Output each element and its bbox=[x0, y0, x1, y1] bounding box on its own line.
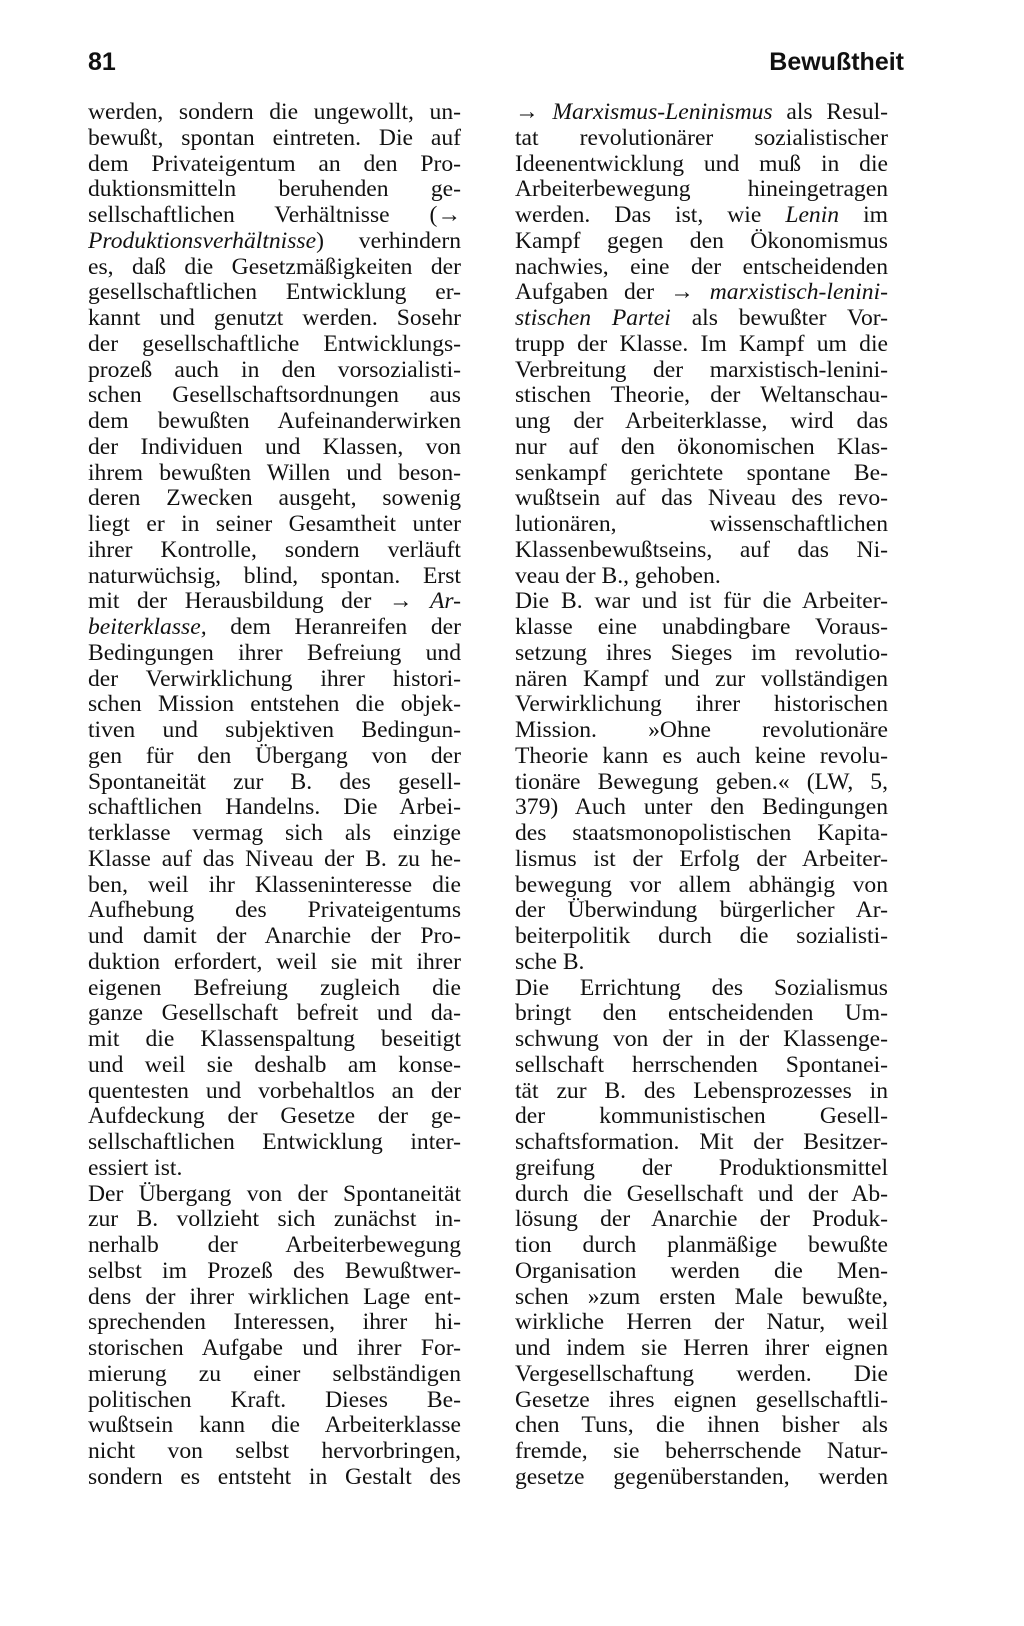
line-text: ben, weil ihr Klasseninteresse die bbox=[88, 872, 461, 898]
line-text: senkampf gerichtete spontane Be- bbox=[515, 460, 888, 486]
text-line bbox=[515, 306, 888, 332]
text-line bbox=[515, 1130, 888, 1156]
line-text: dem Heranreifen der bbox=[206, 615, 461, 640]
text-line bbox=[515, 1182, 888, 1208]
line-text: schen Gesellschaftsordnungen aus bbox=[88, 383, 461, 409]
text-line bbox=[515, 512, 888, 538]
line-text: chen Tuns, die ihnen bisher als bbox=[515, 1413, 888, 1439]
line-text: gen für den Übergang von der bbox=[88, 743, 461, 769]
line-text: gesetze gegenüberstanden, werden bbox=[515, 1464, 888, 1490]
text-line bbox=[88, 280, 461, 306]
text-line bbox=[515, 1465, 888, 1491]
line-text: stischen Theorie, der Weltanschau- bbox=[515, 383, 888, 409]
text-line bbox=[88, 538, 461, 564]
line-text: nerhalb der Arbeiterbewegung bbox=[88, 1233, 461, 1258]
line-text: trupp der Klasse. Im Kampf um die bbox=[515, 331, 888, 357]
text-line bbox=[88, 255, 461, 281]
line-text: liegt er in seiner Gesamtheit unter bbox=[88, 512, 461, 537]
line-text: als bewußter Vor- bbox=[670, 306, 888, 331]
text-line bbox=[515, 177, 888, 203]
line-text: nur auf den ökonomischen Klas- bbox=[515, 434, 888, 460]
text-line bbox=[88, 203, 461, 229]
line-text: und damit der Anarchie der Pro- bbox=[88, 924, 461, 949]
text-line bbox=[88, 177, 461, 203]
text-line bbox=[88, 589, 461, 615]
text-line bbox=[88, 1156, 461, 1182]
line-text: sellschaftlichen Verhältnisse (→ bbox=[88, 203, 461, 228]
text-line bbox=[88, 1259, 461, 1285]
text-line bbox=[515, 615, 888, 641]
line-text: klasse eine unabdingbare Voraus- bbox=[515, 615, 888, 640]
text-line bbox=[515, 1079, 888, 1105]
line-text: dem bewußten Aufeinanderwirken bbox=[88, 409, 461, 434]
text-line bbox=[515, 1053, 888, 1079]
text-line bbox=[88, 718, 461, 744]
line-text: und weil sie deshalb am konse- bbox=[88, 1052, 461, 1078]
line-text: sondern es entsteht in Gestalt des bbox=[88, 1464, 461, 1490]
text-line bbox=[88, 1285, 461, 1311]
line-text: zur B. vollzieht sich zunächst in- bbox=[88, 1207, 461, 1233]
text-line bbox=[515, 383, 888, 409]
line-text: Klasse auf das Niveau der B. zu he- bbox=[88, 846, 461, 872]
text-line bbox=[515, 589, 888, 615]
text-line bbox=[88, 744, 461, 770]
text-line bbox=[515, 1285, 888, 1311]
line-text: ihrem bewußten Willen und beson- bbox=[88, 460, 461, 486]
line-text: Arbeiterbewegung hineingetragen bbox=[515, 177, 888, 203]
line-text: ) verhindern bbox=[316, 228, 461, 254]
text-line bbox=[515, 100, 888, 126]
line-text: selbst im Prozeß des Bewußtwer- bbox=[88, 1258, 461, 1284]
text-line bbox=[515, 1027, 888, 1053]
line-text-tail: als Resul- bbox=[772, 100, 888, 125]
text-line bbox=[88, 1465, 461, 1491]
line-text: quentesten und vorbehaltlos an der bbox=[88, 1078, 461, 1104]
text-line bbox=[88, 358, 461, 384]
text-line bbox=[515, 1207, 888, 1233]
line-text: durch die Gesellschaft und der Ab- bbox=[515, 1181, 888, 1207]
line-text: schaftsformation. Mit der Besitzer- bbox=[515, 1130, 888, 1155]
line-text: wußtsein auf das Niveau des revo- bbox=[515, 486, 888, 512]
line-text: mit die Klassenspaltung beseitigt bbox=[88, 1027, 461, 1052]
text-line bbox=[88, 1413, 461, 1439]
text-line bbox=[88, 409, 461, 435]
text-line bbox=[515, 950, 888, 976]
text-line bbox=[515, 280, 888, 306]
italic-term: Produktionsverhältnisse bbox=[88, 228, 317, 254]
line-text: setzung ihres Sieges im revolutio- bbox=[515, 640, 888, 666]
text-line bbox=[515, 538, 888, 564]
line-text: tionäre Bewegung geben.« (LW, 5, bbox=[515, 769, 888, 795]
text-line bbox=[88, 976, 461, 1002]
text-line bbox=[88, 332, 461, 358]
line-text: der gesellschaftliche Entwicklungs- bbox=[88, 331, 461, 357]
text-line bbox=[515, 641, 888, 667]
line-text: 379) Auch unter den Bedingungen bbox=[515, 795, 888, 821]
line-text: Klassenbewußtseins, auf das Ni- bbox=[515, 537, 888, 563]
line-text: lutionären, wissenschaftlichen bbox=[515, 512, 888, 537]
text-line bbox=[88, 1336, 461, 1362]
text-line bbox=[88, 564, 461, 590]
page-header bbox=[88, 48, 904, 88]
text-line bbox=[88, 126, 461, 152]
italic-term: Marxismus-Leninismus bbox=[552, 100, 773, 125]
text-line bbox=[88, 1130, 461, 1156]
text-line bbox=[88, 641, 461, 667]
text-line bbox=[88, 1027, 461, 1053]
line-text: bewegung vor allem abhängig von bbox=[515, 872, 888, 898]
line-text: der Überwindung bürgerlicher Ar- bbox=[515, 898, 888, 924]
text-line bbox=[88, 152, 461, 178]
line-text: storischen Aufgabe und ihrer For- bbox=[88, 1336, 461, 1361]
text-line bbox=[88, 692, 461, 718]
line-text: essiert ist. bbox=[88, 1155, 183, 1181]
text-line bbox=[515, 744, 888, 770]
text-line bbox=[88, 795, 461, 821]
line-text: Die B. war und ist für die Arbeiter- bbox=[515, 589, 888, 615]
line-text: ganze Gesellschaft befreit und da- bbox=[88, 1001, 461, 1027]
text-line bbox=[515, 126, 888, 152]
line-text: greifung der Produktionsmittel bbox=[515, 1155, 888, 1181]
line-text: duktion erfordert, weil sie mit ihrer bbox=[88, 949, 461, 975]
text-line bbox=[515, 898, 888, 924]
line-text: Der Übergang von der Spontaneität bbox=[88, 1181, 461, 1207]
text-line bbox=[88, 1233, 461, 1259]
text-line bbox=[515, 358, 888, 384]
text-line bbox=[88, 461, 461, 487]
text-line bbox=[515, 1259, 888, 1285]
line-text: sprechenden Interessen, ihrer hi- bbox=[88, 1310, 461, 1336]
text-line bbox=[88, 898, 461, 924]
line-text: wußtsein kann die Arbeiterklasse bbox=[88, 1413, 461, 1439]
text-line bbox=[515, 795, 888, 821]
text-line bbox=[88, 1001, 461, 1027]
line-text: prozeß auch in den vorsozialisti- bbox=[88, 357, 461, 383]
text-line bbox=[515, 461, 888, 487]
text-line bbox=[88, 229, 461, 255]
line-text: Die Errichtung des Sozialismus bbox=[515, 975, 888, 1001]
text-line bbox=[88, 486, 461, 512]
text-line bbox=[515, 1439, 888, 1465]
line-text: Kampf gegen den Ökonomismus bbox=[515, 228, 888, 254]
text-line bbox=[515, 255, 888, 281]
italic-term: Lenin bbox=[785, 203, 840, 228]
line-text: fremde, sie beherrschende Natur- bbox=[515, 1439, 888, 1464]
text-line bbox=[88, 847, 461, 873]
italic-term: stischen Partei bbox=[515, 306, 671, 331]
italic-term: Ar- bbox=[430, 589, 461, 615]
line-text: gesellschaftlichen Entwicklung er- bbox=[88, 280, 461, 306]
line-text: eigenen Befreiung zugleich die bbox=[88, 975, 461, 1001]
text-line bbox=[515, 1001, 888, 1027]
line-text: Mission. »Ohne revolutionäre bbox=[515, 718, 888, 743]
text-line bbox=[515, 564, 888, 590]
line-text: bringt den entscheidenden Um- bbox=[515, 1001, 888, 1027]
line-text: Aufhebung des Privateigentums bbox=[88, 898, 461, 924]
text-line bbox=[515, 229, 888, 255]
text-line bbox=[515, 486, 888, 512]
text-line bbox=[515, 976, 888, 1002]
line-text: werden. Das ist, wie bbox=[515, 203, 786, 228]
line-text: Vergesellschaftung werden. Die bbox=[515, 1361, 888, 1387]
page-number: 81 bbox=[88, 48, 116, 76]
line-text: ihrer Kontrolle, sondern verläuft bbox=[88, 537, 461, 563]
italic-term: beiterklasse, bbox=[88, 615, 207, 640]
text-line bbox=[515, 667, 888, 693]
text-line bbox=[88, 950, 461, 976]
line-text: Spontaneität zur B. des gesell- bbox=[88, 769, 461, 795]
text-line bbox=[88, 512, 461, 538]
line-text: mierung zu einer selbständigen bbox=[88, 1361, 461, 1387]
text-line bbox=[515, 1336, 888, 1362]
text-line bbox=[88, 924, 461, 950]
line-text: Verbreitung der marxistisch-lenini- bbox=[515, 357, 888, 383]
line-text: mit der Herausbildung der → bbox=[88, 589, 431, 615]
text-line bbox=[88, 821, 461, 847]
text-line bbox=[515, 332, 888, 358]
line-text: lösung der Anarchie der Produk- bbox=[515, 1207, 888, 1233]
text-line bbox=[515, 1388, 888, 1414]
line-text: sellschaftlichen Entwicklung inter- bbox=[88, 1130, 461, 1155]
text-line bbox=[515, 1362, 888, 1388]
line-text: wirkliche Herren der Natur, weil bbox=[515, 1310, 888, 1336]
text-line bbox=[515, 1104, 888, 1130]
text-line bbox=[88, 873, 461, 899]
line-text: Verwirklichung ihrer historischen bbox=[515, 692, 888, 718]
text-line bbox=[515, 692, 888, 718]
text-line bbox=[88, 1182, 461, 1208]
line-text: politischen Kraft. Dieses Be- bbox=[88, 1387, 461, 1413]
line-text: tion durch planmäßige bewußte bbox=[515, 1233, 888, 1258]
line-text: schaftlichen Handelns. Die Arbei- bbox=[88, 795, 461, 821]
line-text: der Verwirklichung ihrer histori- bbox=[88, 666, 461, 692]
text-line bbox=[88, 1053, 461, 1079]
line-text: kannt und genutzt werden. Sosehr bbox=[88, 306, 461, 331]
line-text: schwung von der in der Klassenge- bbox=[515, 1027, 888, 1052]
running-head-keyword: Bewußtheit bbox=[769, 48, 904, 76]
line-text: der kommunistischen Gesell- bbox=[515, 1104, 888, 1130]
text-line bbox=[88, 383, 461, 409]
line-text: nicht von selbst hervorbringen, bbox=[88, 1439, 461, 1464]
line-text: ung der Arbeiterklasse, wird das bbox=[515, 409, 888, 434]
text-line bbox=[88, 770, 461, 796]
line-text: bewußt, spontan eintreten. Die auf bbox=[88, 125, 461, 151]
line-text: beiterpolitik durch die sozialisti- bbox=[515, 924, 888, 949]
text-line bbox=[515, 435, 888, 461]
text-line bbox=[88, 667, 461, 693]
text-line bbox=[515, 847, 888, 873]
text-line bbox=[515, 152, 888, 178]
line-text: werden, sondern die ungewollt, un- bbox=[88, 100, 461, 125]
text-line bbox=[88, 306, 461, 332]
line-text: der Individuen und Klassen, von bbox=[88, 434, 461, 460]
line-text: sellschaft herrschenden Spontanei- bbox=[515, 1052, 888, 1078]
line-text: → bbox=[515, 100, 553, 125]
line-text: Theorie kann es auch keine revolu- bbox=[515, 743, 888, 769]
text-line bbox=[515, 873, 888, 899]
text-line bbox=[515, 203, 888, 229]
line-text: Bedingungen ihrer Befreiung und bbox=[88, 640, 461, 666]
text-line bbox=[88, 1104, 461, 1130]
line-text: deren Zwecken ausgeht, sowenig bbox=[88, 486, 461, 512]
line-text-tail: im bbox=[839, 203, 888, 228]
text-line bbox=[88, 1388, 461, 1414]
line-text: sche B. bbox=[515, 949, 585, 975]
text-line bbox=[515, 821, 888, 847]
text-line bbox=[88, 100, 461, 126]
line-text: dens der ihrer wirklichen Lage ent- bbox=[88, 1284, 461, 1310]
line-text: lismus ist der Erfolg der Arbeiter- bbox=[515, 846, 888, 872]
line-text: und indem sie Herren ihrer eignen bbox=[515, 1336, 888, 1361]
text-line bbox=[88, 435, 461, 461]
left-text-column bbox=[88, 100, 461, 1491]
line-text: des staatsmonopolistischen Kapita- bbox=[515, 821, 888, 846]
italic-term: marxistisch-lenini- bbox=[709, 280, 888, 306]
line-text: tat revolutionärer sozialistischer bbox=[515, 125, 888, 151]
line-text: terklasse vermag sich als einzige bbox=[88, 821, 461, 846]
text-line bbox=[515, 924, 888, 950]
text-line bbox=[515, 770, 888, 796]
right-text-column bbox=[515, 100, 888, 1491]
line-text: nären Kampf und zur vollständigen bbox=[515, 666, 888, 692]
line-text: Aufgaben der → bbox=[515, 280, 710, 306]
text-line bbox=[515, 1233, 888, 1259]
line-text: Aufdeckung der Gesetze der ge- bbox=[88, 1104, 461, 1130]
text-line bbox=[515, 718, 888, 744]
text-line bbox=[515, 409, 888, 435]
text-line bbox=[88, 1362, 461, 1388]
line-text: duktionsmitteln beruhenden ge- bbox=[88, 177, 461, 203]
text-line bbox=[515, 1156, 888, 1182]
line-text: naturwüchsig, blind, spontan. Erst bbox=[88, 563, 461, 589]
text-line bbox=[88, 1439, 461, 1465]
line-text: veau der B., gehoben. bbox=[515, 563, 721, 589]
text-line bbox=[88, 615, 461, 641]
text-line bbox=[515, 1310, 888, 1336]
text-line bbox=[88, 1310, 461, 1336]
line-text: Ideenentwicklung und muß in die bbox=[515, 151, 888, 177]
line-text: es, daß die Gesetzmäßigkeiten der bbox=[88, 254, 461, 280]
text-line bbox=[88, 1079, 461, 1105]
line-text: schen Mission entstehen die objek- bbox=[88, 692, 461, 718]
text-line bbox=[88, 1207, 461, 1233]
line-text: tät zur B. des Lebensprozesses in bbox=[515, 1078, 888, 1104]
line-text: Organisation werden die Men- bbox=[515, 1258, 888, 1284]
line-text: dem Privateigentum an den Pro- bbox=[88, 151, 461, 177]
line-text: schen »zum ersten Male bewußte, bbox=[515, 1284, 888, 1310]
text-line bbox=[515, 1413, 888, 1439]
line-text: tiven und subjektiven Bedingun- bbox=[88, 718, 461, 743]
line-text: nachwies, eine der entscheidenden bbox=[515, 254, 888, 280]
line-text: Gesetze ihres eignen gesellschaftli- bbox=[515, 1387, 888, 1413]
